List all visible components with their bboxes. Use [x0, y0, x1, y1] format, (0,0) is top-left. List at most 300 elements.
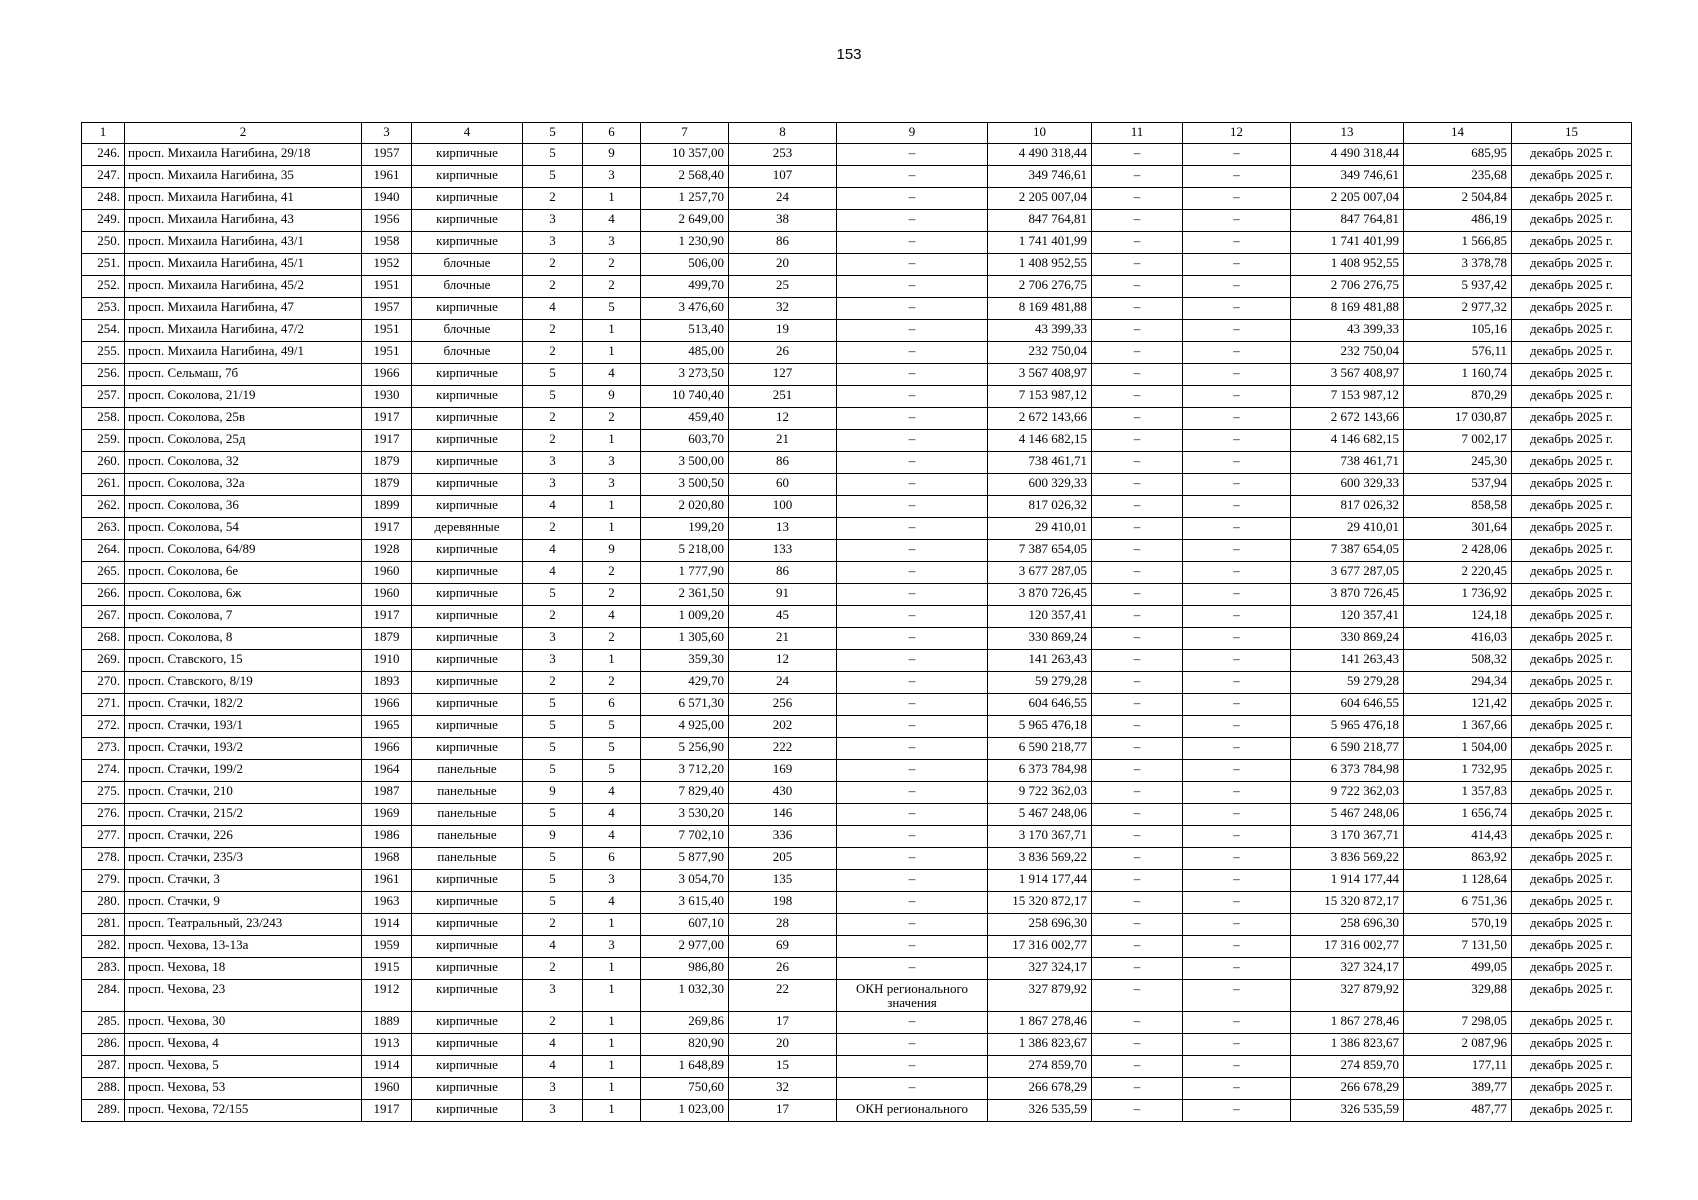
table-cell: 513,40 — [641, 320, 729, 342]
table-cell: – — [837, 694, 988, 716]
table-cell: 1 867 278,46 — [1291, 1012, 1404, 1034]
table-cell: 2 706 276,75 — [1291, 276, 1404, 298]
table-cell: – — [1183, 408, 1291, 430]
table-cell: – — [1183, 210, 1291, 232]
table-cell: – — [837, 144, 988, 166]
table-cell: 820,90 — [641, 1034, 729, 1056]
table-cell: 1 — [583, 1100, 641, 1122]
table-cell: декабрь 2025 г. — [1512, 210, 1632, 232]
table-cell: просп. Стачки, 193/2 — [125, 738, 362, 760]
table-cell: 9 722 362,03 — [1291, 782, 1404, 804]
table-cell: 2 649,00 — [641, 210, 729, 232]
table-cell: 43 399,33 — [988, 320, 1092, 342]
table-cell: 24 — [729, 672, 837, 694]
table-cell: 26 — [729, 958, 837, 980]
table-cell: 2 504,84 — [1404, 188, 1512, 210]
table-cell: 685,95 — [1404, 144, 1512, 166]
table-cell: – — [1183, 1100, 1291, 1122]
table-cell: – — [1092, 430, 1183, 452]
table-cell: 60 — [729, 474, 837, 496]
table-cell: 45 — [729, 606, 837, 628]
table-cell: кирпичные — [412, 1056, 523, 1078]
table-cell: – — [1092, 232, 1183, 254]
table-cell: просп. Чехова, 5 — [125, 1056, 362, 1078]
table-cell: – — [1092, 210, 1183, 232]
table-cell: 5 — [523, 760, 583, 782]
table-cell: кирпичные — [412, 452, 523, 474]
table-cell: 3 870 726,45 — [988, 584, 1092, 606]
table-cell: просп. Соколова, 6ж — [125, 584, 362, 606]
table-cell: – — [1183, 628, 1291, 650]
table-cell: 1952 — [362, 254, 412, 276]
table-cell: декабрь 2025 г. — [1512, 232, 1632, 254]
table-cell: кирпичные — [412, 1012, 523, 1034]
table-cell: 252. — [82, 276, 125, 298]
table-cell: 13 — [729, 518, 837, 540]
table-cell: – — [837, 188, 988, 210]
table-cell: 738 461,71 — [988, 452, 1092, 474]
table-cell: 273. — [82, 738, 125, 760]
table-cell: 2 977,32 — [1404, 298, 1512, 320]
table-cell: 3 — [523, 650, 583, 672]
table-cell: 1968 — [362, 848, 412, 870]
table-cell: 329,88 — [1404, 980, 1512, 1012]
table-cell: декабрь 2025 г. — [1512, 298, 1632, 320]
table-cell: 4 — [583, 210, 641, 232]
table-cell: просп. Соколова, 7 — [125, 606, 362, 628]
table-cell: 255. — [82, 342, 125, 364]
table-row — [82, 408, 1632, 430]
table-cell: 5 256,90 — [641, 738, 729, 760]
table-cell: 604 646,55 — [1291, 694, 1404, 716]
table-cell: 6 — [583, 848, 641, 870]
table-cell: 6 571,30 — [641, 694, 729, 716]
table-cell: просп. Ставского, 15 — [125, 650, 362, 672]
table-cell: – — [837, 892, 988, 914]
table-cell: кирпичные — [412, 188, 523, 210]
table-cell: 7 387 654,05 — [988, 540, 1092, 562]
table-cell: – — [1183, 386, 1291, 408]
table-row — [82, 166, 1632, 188]
table-cell: просп. Чехова, 4 — [125, 1034, 362, 1056]
column-header: 14 — [1404, 123, 1512, 144]
table-cell: 274 859,70 — [988, 1056, 1092, 1078]
table-cell: просп. Соколова, 25в — [125, 408, 362, 430]
table-cell: 1 386 823,67 — [1291, 1034, 1404, 1056]
table-cell: 986,80 — [641, 958, 729, 980]
table-cell: декабрь 2025 г. — [1512, 452, 1632, 474]
table-cell: 1 648,89 — [641, 1056, 729, 1078]
table-cell: 5 — [523, 716, 583, 738]
table-cell: 7 131,50 — [1404, 936, 1512, 958]
housing-registry-table — [81, 122, 1632, 1122]
table-cell: – — [1092, 1034, 1183, 1056]
table-cell: кирпичные — [412, 738, 523, 760]
table-row — [82, 518, 1632, 540]
table-row — [82, 826, 1632, 848]
table-cell: – — [1092, 386, 1183, 408]
table-cell: – — [1092, 188, 1183, 210]
table-cell: 1 867 278,46 — [988, 1012, 1092, 1034]
table-cell: декабрь 2025 г. — [1512, 1012, 1632, 1034]
table-cell: 430 — [729, 782, 837, 804]
table-cell: 8 169 481,88 — [988, 298, 1092, 320]
table-cell: 279. — [82, 870, 125, 892]
table-row — [82, 782, 1632, 804]
table-cell: 537,94 — [1404, 474, 1512, 496]
table-cell: 1963 — [362, 892, 412, 914]
table-cell: 1 230,90 — [641, 232, 729, 254]
table-cell: 250. — [82, 232, 125, 254]
table-cell: 2 568,40 — [641, 166, 729, 188]
table-cell: 3 677 287,05 — [1291, 562, 1404, 584]
table-cell: декабрь 2025 г. — [1512, 408, 1632, 430]
table-cell: – — [1092, 892, 1183, 914]
table-cell: – — [837, 166, 988, 188]
table-cell: деревянные — [412, 518, 523, 540]
table-cell: 1889 — [362, 1012, 412, 1034]
table-cell: 6 373 784,98 — [1291, 760, 1404, 782]
table-cell: 29 410,01 — [1291, 518, 1404, 540]
table-row — [82, 562, 1632, 584]
table-cell: 12 — [729, 650, 837, 672]
table-cell: – — [837, 1012, 988, 1034]
table-cell: кирпичные — [412, 892, 523, 914]
table-row — [82, 1100, 1632, 1122]
table-cell: 327 324,17 — [1291, 958, 1404, 980]
table-cell: 288. — [82, 1078, 125, 1100]
table-cell: 1951 — [362, 320, 412, 342]
table-cell: – — [837, 342, 988, 364]
table-cell: 1 914 177,44 — [1291, 870, 1404, 892]
table-cell: просп. Стачки, 193/1 — [125, 716, 362, 738]
table-cell: – — [1183, 1078, 1291, 1100]
table-cell: 5 — [583, 298, 641, 320]
table-cell: 5 467 248,06 — [988, 804, 1092, 826]
table-cell: просп. Соколова, 21/19 — [125, 386, 362, 408]
table-cell: 3 530,20 — [641, 804, 729, 826]
table-cell: декабрь 2025 г. — [1512, 980, 1632, 1012]
table-cell: кирпичные — [412, 430, 523, 452]
table-cell: – — [837, 782, 988, 804]
table-cell: – — [837, 936, 988, 958]
table-cell: – — [1092, 496, 1183, 518]
table-cell: 6 373 784,98 — [988, 760, 1092, 782]
column-header: 11 — [1092, 123, 1183, 144]
table-cell: 3 — [523, 210, 583, 232]
table-cell: 7 002,17 — [1404, 430, 1512, 452]
table-row — [82, 1012, 1632, 1034]
table-cell: – — [837, 848, 988, 870]
table-row — [82, 1056, 1632, 1078]
table-cell: 4 — [523, 936, 583, 958]
table-cell: 2 428,06 — [1404, 540, 1512, 562]
table-cell: 254. — [82, 320, 125, 342]
column-number-row — [82, 123, 1632, 144]
table-cell: – — [1183, 870, 1291, 892]
table-cell: 24 — [729, 188, 837, 210]
table-cell: декабрь 2025 г. — [1512, 848, 1632, 870]
table-cell: 1 009,20 — [641, 606, 729, 628]
table-cell: просп. Михаила Нагибина, 49/1 — [125, 342, 362, 364]
table-cell: 17 — [729, 1012, 837, 1034]
table-cell: 29 410,01 — [988, 518, 1092, 540]
table-cell: 248. — [82, 188, 125, 210]
table-cell: ОКН регионального значения — [837, 980, 988, 1012]
table-row — [82, 584, 1632, 606]
table-cell: 260. — [82, 452, 125, 474]
table-cell: 86 — [729, 452, 837, 474]
table-cell: кирпичные — [412, 606, 523, 628]
table-cell: 327 879,92 — [1291, 980, 1404, 1012]
table-cell: 3 — [583, 474, 641, 496]
table-cell: 105,16 — [1404, 320, 1512, 342]
table-cell: 4 — [523, 1034, 583, 1056]
table-cell: просп. Стачки, 235/3 — [125, 848, 362, 870]
table-cell: 2 — [523, 914, 583, 936]
table-cell: 135 — [729, 870, 837, 892]
table-cell: 280. — [82, 892, 125, 914]
table-cell: 1893 — [362, 672, 412, 694]
table-cell: просп. Михаила Нагибина, 47/2 — [125, 320, 362, 342]
table-cell: декабрь 2025 г. — [1512, 496, 1632, 518]
table-cell: 2 — [523, 254, 583, 276]
table-cell: 5 — [523, 144, 583, 166]
table-row — [82, 144, 1632, 166]
table-cell: 6 — [583, 694, 641, 716]
table-cell: 5 218,00 — [641, 540, 729, 562]
table-cell: – — [1183, 694, 1291, 716]
table-cell: – — [1183, 1056, 1291, 1078]
table-cell: – — [1092, 650, 1183, 672]
table-cell: 3 — [523, 474, 583, 496]
table-cell: 1 023,00 — [641, 1100, 729, 1122]
table-cell: кирпичные — [412, 716, 523, 738]
table-cell: декабрь 2025 г. — [1512, 144, 1632, 166]
table-cell: 1961 — [362, 870, 412, 892]
table-cell: 1917 — [362, 430, 412, 452]
table-cell: 4 146 682,15 — [988, 430, 1092, 452]
table-cell: – — [1092, 694, 1183, 716]
table-cell: просп. Соколова, 32а — [125, 474, 362, 496]
table-cell: 281. — [82, 914, 125, 936]
table-row — [82, 276, 1632, 298]
table-cell: 7 829,40 — [641, 782, 729, 804]
table-cell: 26 — [729, 342, 837, 364]
table-cell: просп. Стачки, 226 — [125, 826, 362, 848]
table-cell: 508,32 — [1404, 650, 1512, 672]
table-cell: – — [1183, 892, 1291, 914]
table-cell: – — [837, 386, 988, 408]
table-cell: 15 — [729, 1056, 837, 1078]
table-cell: декабрь 2025 г. — [1512, 474, 1632, 496]
table-cell: – — [1183, 980, 1291, 1012]
table-cell: 5 937,42 — [1404, 276, 1512, 298]
table-cell: – — [837, 1078, 988, 1100]
table-cell: просп. Соколова, 32 — [125, 452, 362, 474]
table-cell: – — [1183, 232, 1291, 254]
table-cell: 2 087,96 — [1404, 1034, 1512, 1056]
table-cell: просп. Соколова, 25д — [125, 430, 362, 452]
table-cell: 1 408 952,55 — [1291, 254, 1404, 276]
table-cell: 262. — [82, 496, 125, 518]
table-cell: – — [1183, 320, 1291, 342]
table-cell: – — [1092, 958, 1183, 980]
table-cell: 1 741 401,99 — [988, 232, 1092, 254]
table-cell: 3 378,78 — [1404, 254, 1512, 276]
table-cell: 5 467 248,06 — [1291, 804, 1404, 826]
table-cell: 414,43 — [1404, 826, 1512, 848]
table-cell: 1 305,60 — [641, 628, 729, 650]
table-row — [82, 672, 1632, 694]
table-cell: – — [1183, 166, 1291, 188]
table-cell: – — [1183, 518, 1291, 540]
table-row — [82, 386, 1632, 408]
table-cell: кирпичные — [412, 496, 523, 518]
table-cell: – — [1183, 298, 1291, 320]
table-cell: – — [837, 518, 988, 540]
table-cell: 32 — [729, 1078, 837, 1100]
table-cell: 253. — [82, 298, 125, 320]
table-cell: 1958 — [362, 232, 412, 254]
table-cell: 1 — [583, 1012, 641, 1034]
table-cell: – — [1092, 562, 1183, 584]
table-cell: кирпичные — [412, 210, 523, 232]
table-cell: декабрь 2025 г. — [1512, 364, 1632, 386]
table-cell: 2 — [583, 584, 641, 606]
table-cell: 10 740,40 — [641, 386, 729, 408]
table-cell: 59 279,28 — [1291, 672, 1404, 694]
table-row — [82, 364, 1632, 386]
table-cell: просп. Соколова, 6е — [125, 562, 362, 584]
table-cell: 259. — [82, 430, 125, 452]
table-cell: просп. Стачки, 210 — [125, 782, 362, 804]
table-cell: 6 751,36 — [1404, 892, 1512, 914]
table-cell: 100 — [729, 496, 837, 518]
table-cell: кирпичные — [412, 1100, 523, 1122]
table-cell: 429,70 — [641, 672, 729, 694]
table-cell: – — [1092, 1100, 1183, 1122]
table-cell: – — [837, 276, 988, 298]
table-cell: 1917 — [362, 1100, 412, 1122]
table-cell: декабрь 2025 г. — [1512, 1056, 1632, 1078]
table-row — [82, 804, 1632, 826]
table-cell: 4 — [523, 496, 583, 518]
table-cell: 607,10 — [641, 914, 729, 936]
table-cell: кирпичные — [412, 914, 523, 936]
table-cell: 1 — [583, 188, 641, 210]
table-cell: декабрь 2025 г. — [1512, 1100, 1632, 1122]
table-cell: – — [1092, 320, 1183, 342]
table-cell: 336 — [729, 826, 837, 848]
table-cell: 1917 — [362, 518, 412, 540]
table-cell: панельные — [412, 826, 523, 848]
table-cell: 349 746,61 — [988, 166, 1092, 188]
table-cell: 1 — [583, 430, 641, 452]
table-cell: просп. Соколова, 64/89 — [125, 540, 362, 562]
table-cell: 4 — [583, 606, 641, 628]
table-cell: 177,11 — [1404, 1056, 1512, 1078]
table-cell: – — [1183, 364, 1291, 386]
table-cell: 9 — [583, 540, 641, 562]
table-cell: 235,68 — [1404, 166, 1512, 188]
table-cell: 2 — [523, 430, 583, 452]
column-header: 5 — [523, 123, 583, 144]
table-cell: – — [1183, 848, 1291, 870]
table-cell: 1 — [583, 958, 641, 980]
table-cell: – — [1092, 1056, 1183, 1078]
table-cell: 1960 — [362, 562, 412, 584]
table-cell: 272. — [82, 716, 125, 738]
table-cell: 1913 — [362, 1034, 412, 1056]
table-cell: – — [1092, 364, 1183, 386]
table-cell: 266 678,29 — [1291, 1078, 1404, 1100]
table-cell: просп. Михаила Нагибина, 47 — [125, 298, 362, 320]
table-cell: 1 504,00 — [1404, 738, 1512, 760]
table-cell: 2 — [523, 606, 583, 628]
table-cell: декабрь 2025 г. — [1512, 386, 1632, 408]
table-cell: 2 672 143,66 — [988, 408, 1092, 430]
table-cell: 269,86 — [641, 1012, 729, 1034]
table-row — [82, 496, 1632, 518]
table-cell: панельные — [412, 760, 523, 782]
table-row — [82, 870, 1632, 892]
table-cell: 202 — [729, 716, 837, 738]
table-cell: 1 — [583, 1034, 641, 1056]
table-cell: 20 — [729, 254, 837, 276]
table-cell: 603,70 — [641, 430, 729, 452]
table-cell: 5 — [523, 166, 583, 188]
table-cell: 2 706 276,75 — [988, 276, 1092, 298]
table-cell: 1 736,92 — [1404, 584, 1512, 606]
table-row — [82, 716, 1632, 738]
column-header: 9 — [837, 123, 988, 144]
table-cell: 20 — [729, 1034, 837, 1056]
table-cell: 1 386 823,67 — [988, 1034, 1092, 1056]
table-cell: 5 — [523, 870, 583, 892]
table-cell: 3 — [523, 232, 583, 254]
table-cell: 264. — [82, 540, 125, 562]
table-cell: кирпичные — [412, 386, 523, 408]
table-cell: кирпичные — [412, 628, 523, 650]
table-cell: кирпичные — [412, 870, 523, 892]
table-cell: декабрь 2025 г. — [1512, 254, 1632, 276]
table-cell: просп. Михаила Нагибина, 43/1 — [125, 232, 362, 254]
table-cell: 249. — [82, 210, 125, 232]
table-cell: 21 — [729, 430, 837, 452]
table-cell: – — [1183, 188, 1291, 210]
table-row — [82, 980, 1632, 1012]
table-cell: 199,20 — [641, 518, 729, 540]
column-header: 2 — [125, 123, 362, 144]
column-header: 12 — [1183, 123, 1291, 144]
table-cell: – — [1092, 606, 1183, 628]
table-cell: декабрь 2025 г. — [1512, 958, 1632, 980]
table-cell: 9 — [523, 782, 583, 804]
table-cell: 7 153 987,12 — [988, 386, 1092, 408]
table-cell: 282. — [82, 936, 125, 958]
table-cell: 486,19 — [1404, 210, 1512, 232]
table-cell: – — [1183, 496, 1291, 518]
table-cell: 330 869,24 — [1291, 628, 1404, 650]
table-cell: 5 965 476,18 — [1291, 716, 1404, 738]
table-cell: 120 357,41 — [988, 606, 1092, 628]
table-cell: декабрь 2025 г. — [1512, 760, 1632, 782]
table-cell: 1 — [583, 518, 641, 540]
table-cell: 3 — [583, 936, 641, 958]
table-cell: кирпичные — [412, 540, 523, 562]
table-cell: 506,00 — [641, 254, 729, 276]
